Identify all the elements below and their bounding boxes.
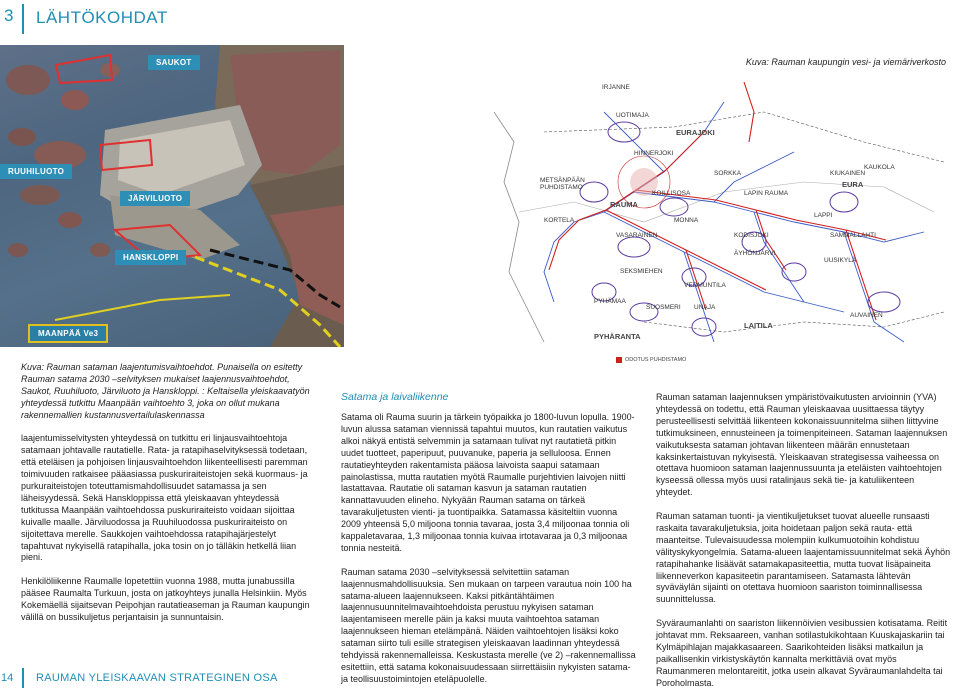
- satellite-image-caption: Kuva: Rauman sataman laajentumisvaihtoehdot. Punaisella on esitetty Rauman satama 2030 –selvityksen mukaiset laajennusvaihtoehdot, Saukot, Ruuhiluoto, Järviluoto ja Hanskloppi. : Keltaisella yleiskaavatyön yhteydessä tutkittu Maanpään vaihtoehto 3, joka on ollut mukana rakennemallien kustannusvertailulaskennassa: [21, 362, 310, 420]
- place-eura: EURA: [842, 180, 864, 189]
- place-puhdistamo: PUHDISTAMO: [540, 184, 583, 191]
- place-hinnerjoki: HINNERJOKI: [634, 150, 674, 157]
- satellite-label-jarviluoto: JÄRVILUOTO: [120, 191, 190, 206]
- place-laitila: LAITILA: [744, 321, 773, 330]
- place-pyharanta: PYHÄRANTA: [594, 332, 641, 341]
- harbour-satellite-image: [0, 45, 344, 347]
- place-vasarainen: VASARAINEN: [616, 232, 658, 239]
- place-uusikyla: UUSIKYLÄ: [824, 257, 857, 264]
- place-suosmeri: SUOSMERI: [646, 304, 681, 311]
- map-legend-note: ODOTUS PUHDISTAMO: [625, 357, 687, 363]
- place-metsanpaa: METSÄNPÄÄN: [540, 177, 585, 184]
- footer-title: RAUMAN YLEISKAAVAN STRATEGINEN OSA: [36, 672, 278, 684]
- page-header: [0, 0, 960, 38]
- place-sorkka: SORKKA: [714, 170, 742, 177]
- right-paragraph-2: Rauman sataman tuonti- ja vientikuljetukset tuovat alueelle runsaasti raskaita tavarakuljetuksia, joita hoidetaan paljon sekä rauta- että maanteitse. Tulevaisuudessa molempiin kulkumuotoihin kohdistuu välityskykyongelmia. Satama-alueen laajentamissuunnitelmat sekä Äyhön ratapihahanke lisäävät satamakapasiteettia, mutta tuovat lisäpaineita liikenneverkon kapasiteetin parantamiseen. Satamasta lähtevän syväväylän sijainti on otettava huomioon saariston toiminnallisessa suunnittelussa.: [656, 511, 951, 605]
- place-lappi: LAPPI: [814, 212, 833, 219]
- page-number: 14: [1, 672, 14, 684]
- place-kodisjoki: KODISJOKI: [734, 232, 769, 239]
- place-kortela: KORTELA: [544, 217, 575, 224]
- chapter-divider: [22, 4, 24, 34]
- place-auvainen: AUVAINEN: [850, 312, 883, 319]
- place-seksmiehen: SEKSMIEHEN: [620, 268, 663, 275]
- place-monna: MONNA: [674, 217, 699, 224]
- satellite-label-ruuhiluoto: RUUHILUOTO: [0, 164, 72, 179]
- place-unaja: UNAJA: [694, 304, 716, 311]
- middle-text-column: [341, 412, 637, 689]
- right-paragraph-3: Syväraumanlahti on saariston liikennöivien vesibussien kotisatama. Reitit johtavat mm. Reksaareen, vanhan sotilastukikohtaan Kuuskajaskariin tai Kylmäpihlajan majakkasaareen. Saarikohteiden lisäksi matkailun ja paikallisenkin virkistyskäytön kannalta merkittäviä ovat myös Raumanmeren melontareitit, jotka usein alkavat Syväraumanlahdelta tai Poroholmasta.: [656, 618, 948, 688]
- satellite-label-saukot: SAUKOT: [148, 55, 200, 70]
- place-rauma: RAUMA: [610, 200, 638, 209]
- place-pyhamaa: PYHÄMAA: [594, 298, 626, 305]
- middle-paragraph-1: Satama oli Rauma suurin ja tärkein työpaikka jo 1800-luvun lopulla. 1900-luvun alussa sataman viennissä tapahtui muutos, kun rautatien vaikutus alkoi näkyä entistä selvemmin ja satamaan tulivat nyt rautatietä pitkin uudet tuotteet, paperipuut, puuvanuke, paperia ja selluloosa. Ennen rautatieyhteyden rakentamista pääosa laivoista saapui satamaan painolastissa, mutta rautatien myötä Raumalle purjehtivien laivojen niitti lastattavaa. Rautatie oli sataman kasvun ja sataman rautatien kannattavuuden elineho. Nykyään Rauman satama on tärkeä tavarakuljetusten vienti- ja tuontipaikka. Satamassa käsiteltiin vuonna 2009 yhteensä 5,0 miljoona tonnia tavaraa, josta 3,4 miljoonaa tonnia oli kappaletavaraa, 1,3 miljoonaa tonnia kuivaa irtotavaraa ja 0,3 miljoonaa tonnia nesteitä.: [341, 412, 635, 553]
- right-paragraph-1: Rauman sataman laajennuksen ympäristövaikutusten arvioinnin (YVA) yhteydessä on todettu, että Rauman yleiskaavaa uusittaessa täytyy perusteellisesti selvittää liikenteen kokonaissuunnitelma siihen liittyvine tutkimuksineen, ennusteineen ja toimenpiteineen. Sataman laajennuksen vaikutuksesta sataman johtavan liikenteen määrän ennustetaan kaksinkertaistuvan nykyisestä. Yleiskaavan strategisessa vaiheessa on otettava huomioon sataman laajennussuunta ja eteläisten vaihtoehtojen kyseessä ollessa myös uusi ratalinjaus sekä tie- ja katuliikenteen yhteydet.: [656, 392, 948, 498]
- chapter-title: LÄHTÖKOHDAT: [36, 8, 168, 27]
- left-text-column: [21, 362, 317, 636]
- network-map-caption: Kuva: Rauman kaupungin vesi- ja viemäriverkosto: [745, 57, 946, 67]
- place-eurajoki: EURAJOKI: [676, 128, 715, 137]
- place-lapin-rauma: LAPIN RAUMA: [744, 190, 789, 197]
- place-sammallahti: SAMMALLAHTI: [830, 232, 876, 239]
- left-paragraph-2: Henkilöliikenne Raumalle lopetettiin vuonna 1988, mutta junabussilla pääsee Raumalta Turkuun, josta on jatkoyhteys junalla Helsinkiin. Myös Kokemäellä sijaitsevan Peipohjan rautatieaseman ja Rauman kaupungin välillä on bussikuljetus perjantaisin ja sunnuntaisin.: [21, 576, 310, 622]
- place-ayhonjarvi: ÄYHÖNJÄRVI: [734, 250, 776, 257]
- place-kiukainen: KIUKAINEN: [830, 170, 866, 177]
- middle-paragraph-2: Rauman satama 2030 –selvityksessä selvitettiin sataman laajennusmahdollisuuksia. Sen mukaan on tarpeen varautua noin 100 ha satama-alueen laajennukseen. Kaksi pitkäntähtäimen laajennusuunnitelmavaihtoehdoista perustuu nykyisen sataman laajentamiseen merelle päin ja kaksi muuta vaihtoehtoa sataman laajennukseen hieman etelämpänä. Näiden vaihtoehtojen lisäksi koko sataman siirto tuli esille strategisen yleiskaavan laadinnan yhteydessä tehdyissä rakennemalleissa. Keskustasta merelle (ve 2) –rakennemallissa esitettiin, että satama kokonaisuudessaan siirrettäisiin nykyisten satama- ja teollisuustoimintojen eteläpuolelle.: [341, 566, 636, 684]
- water-sewer-network-map: [344, 72, 944, 372]
- section-heading-satama: Satama ja laivaliikenne: [341, 391, 449, 403]
- satellite-label-hanskloppi: HANSKLOPPI: [115, 250, 186, 265]
- left-paragraph-1: laajentumisselvitysten yhteydessä on tutkittu eri linjausvaihtoehtoja satamaan johtavalle rautatielle. Rata- ja ratapihaselvityksessä todetaan, että eteläisen ja pohjoisen linjausvaihtoehdon liikenteellisesti paremman toimivuuden ratkaisee pääasiassa puskuriraiteistojen sekä kuormaus- ja purkuraiteistojen toteuttamismahdollisuudet satamassa ja sen läheisyydessä. Sekä Hanskloppissa että yleiskaavan yhteydessä tutkitussa Maanpään vaihtoehdossa puskuriraiteisto voidaan sijoittaa kuivalle maalle. Järviluodossa ja Ruuhiluodossa puskuriraiteisto on sijoitettava merelle. Saukkojen vaihtoehdossa ratapihajärjestelyt tapahtuvat nykyisellä ratapihalla, joka tosin on jo tälläkin hetkellä liian pieni.: [21, 433, 308, 563]
- right-text-column: [656, 392, 952, 689]
- chapter-number: 3: [4, 6, 14, 25]
- place-kaukola: KAUKOLA: [864, 164, 895, 171]
- footer-divider: [22, 668, 24, 688]
- place-uotimaja: UOTIMAJA: [616, 112, 649, 119]
- satellite-label-maanpaa: MAANPÄÄ Ve3: [28, 324, 108, 343]
- place-irjanne: IRJANNE: [602, 84, 630, 91]
- place-vermuntila: VERMUNTILA: [684, 282, 726, 289]
- place-koillisosa: KOILLISOSA: [652, 190, 691, 197]
